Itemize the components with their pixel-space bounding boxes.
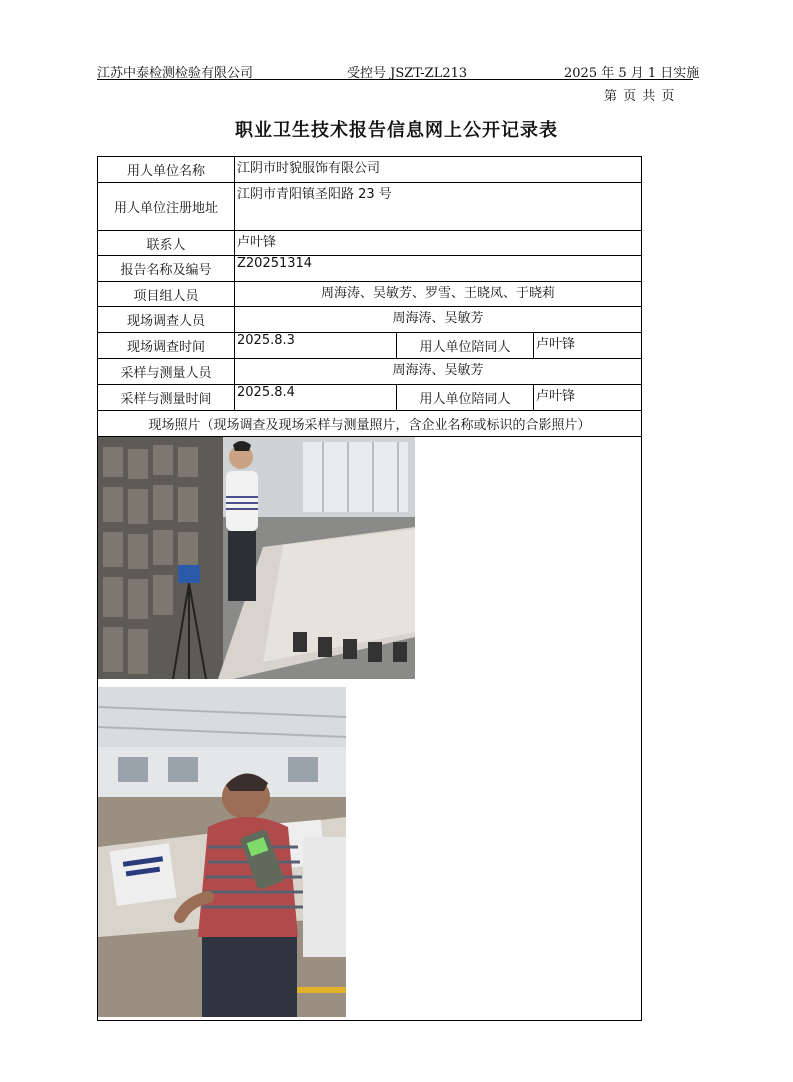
photos-cell: [98, 437, 642, 1021]
effective-date: 2025 年 5 月 1 日实施: [564, 66, 700, 81]
sampling-companion-value: 卢叶锋: [534, 385, 642, 411]
survey-staff-value: 周海涛、吴敏芳: [235, 307, 642, 333]
survey-time-label: 现场调查时间: [98, 333, 235, 359]
contact-value: 卢叶锋: [235, 231, 642, 256]
survey-staff-label: 现场调查人员: [98, 307, 235, 333]
team-value: 周海涛、吴敏芳、罗雪、王晓凤、于晓莉: [235, 282, 642, 307]
sampling-staff-value: 周海涛、吴敏芳: [235, 359, 642, 385]
survey-companion-value: 卢叶锋: [534, 333, 642, 359]
table-row: [98, 333, 642, 359]
site-survey-photo: [98, 437, 415, 679]
sampling-time-value: 2025.8.4: [235, 385, 397, 411]
employer-value: 江阴市时貌服饰有限公司: [235, 157, 642, 183]
photos-label: 现场照片（现场调查及现场采样与测量照片，含企业名称或标识的合影照片）: [98, 411, 642, 437]
sampling-companion-label: 用人单位陪同人: [397, 385, 534, 411]
report-value: Z20251314: [235, 256, 642, 282]
table-row: [98, 157, 642, 183]
document-title: 职业卫生技术报告信息网上公开记录表: [235, 120, 558, 141]
sampling-time-label: 采样与测量时间: [98, 385, 235, 411]
address-value: 江阴市青阳镇圣阳路 23 号: [235, 183, 642, 231]
sampling-staff-label: 采样与测量人员: [98, 359, 235, 385]
table-row: [98, 256, 642, 282]
table-row: [98, 437, 642, 1021]
contact-label: 联系人: [98, 231, 235, 256]
address-label: 用人单位注册地址: [98, 183, 235, 231]
sampling-photo: [98, 687, 346, 1017]
table-row: [98, 183, 642, 231]
team-label: 项目组人员: [98, 282, 235, 307]
header-divider: [97, 79, 693, 80]
survey-companion-label: 用人单位陪同人: [397, 333, 534, 359]
table-row: [98, 385, 642, 411]
table-row: [98, 307, 642, 333]
page-info: 第 页 共 页: [604, 89, 676, 104]
record-table: [97, 156, 642, 1021]
table-row: [98, 411, 642, 437]
table-row: [98, 359, 642, 385]
company-name: 江苏中泰检测检验有限公司: [97, 66, 254, 81]
control-number: 受控号 JSZT-ZL213: [347, 66, 468, 81]
employer-label: 用人单位名称: [98, 157, 235, 183]
report-label: 报告名称及编号: [98, 256, 235, 282]
table-row: [98, 231, 642, 256]
survey-time-value: 2025.8.3: [235, 333, 397, 359]
table-row: [98, 282, 642, 307]
